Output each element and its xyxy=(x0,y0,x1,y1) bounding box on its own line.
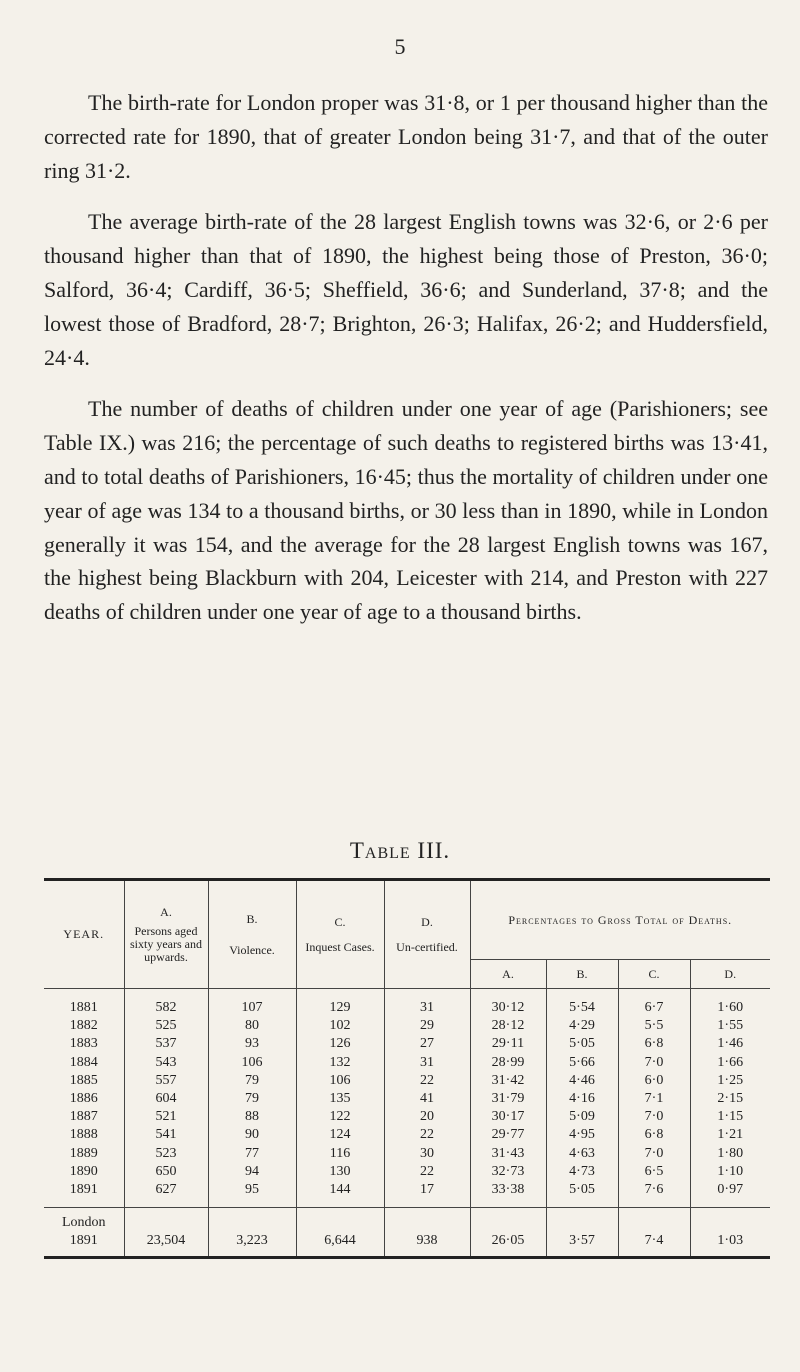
header-col-c xyxy=(296,880,384,989)
table-cell: 1·46 xyxy=(690,1035,770,1053)
table-row xyxy=(44,1017,770,1035)
header-col-d-label: Un-certified. xyxy=(396,939,458,954)
header-col-c-label: Inquest Cases. xyxy=(305,939,375,954)
table-cell: 132 xyxy=(296,1054,384,1072)
table-cell: 29·77 xyxy=(470,1126,546,1144)
header-col-a-label: Persons aged sixty years and upwards. xyxy=(130,923,202,964)
header-col-b xyxy=(208,880,296,989)
header-pct-b: B. xyxy=(546,960,618,989)
row-year: 1881 xyxy=(69,1000,98,1016)
table-cell: 3,223 xyxy=(208,1208,296,1258)
table-cell: 130 xyxy=(296,1163,384,1181)
table-cell: 6,644 xyxy=(296,1208,384,1258)
table-cell: 1·66 xyxy=(690,1054,770,1072)
table-cell: 29·11 xyxy=(470,1035,546,1053)
table-cell: 33·38 xyxy=(470,1181,546,1208)
table-cell: 22 xyxy=(384,1126,470,1144)
table-cell: 29 xyxy=(384,1017,470,1035)
table-cell: 106 xyxy=(296,1072,384,1090)
table-cell: 7·0 xyxy=(618,1145,690,1163)
table-cell: 26·05 xyxy=(470,1208,546,1258)
table-cell: 31·42 xyxy=(470,1072,546,1090)
paragraph-birth-rate-london: The birth-rate for London proper was 31·8, or 1 per thousand higher than the corrected rate for 1890, that of greater London being 31·7, and that of the outer ring 31·2. xyxy=(44,90,768,183)
table-cell: 7·0 xyxy=(618,1108,690,1126)
table-cell: 1·10 xyxy=(690,1163,770,1181)
paragraph-birth-rate-towns: The average birth-rate of the 28 largest English towns was 32·6, or 2·6 per thousand higher than that of 1890, the highest being those of Preston, 36·0; Salford, 36·4; Cardiff, 36·5; Sheffield, 36·6; and Sunderland, 37·8; and the lowest those of Bradford, 28·7; Brighton, 26·3; Halifax, 26·2; and Huddersfield, 24·4. xyxy=(44,209,768,370)
table-cell: 7·6 xyxy=(618,1181,690,1208)
body-text xyxy=(44,86,768,647)
row-year: 1885 xyxy=(69,1072,98,1088)
table-iii xyxy=(44,878,770,1259)
table-cell: 0·97 xyxy=(690,1181,770,1208)
table-cell: 3·57 xyxy=(546,1208,618,1258)
table-row xyxy=(44,1126,770,1144)
header-col-c-letter: C. xyxy=(334,914,346,929)
table-cell: 627 xyxy=(124,1181,208,1208)
london-label-line2: 1891 xyxy=(69,1233,98,1249)
table-cell: 4·63 xyxy=(546,1145,618,1163)
paragraph-infant-deaths: The number of deaths of children under one year of age (Parishioners; see Table IX.) was 216; the percentage of such deaths to registered births was 13·41, and to total deaths of Parishioners, 16·45; thus the mortality of children under one year of age was 134 to a thousand births, or 30 less than in 1890, while in London generally it was 154, and the average for the 28 largest English towns was 167, the highest being Blackburn with 204, Leicester with 214, and Preston with 227 deaths of children under one year of age to a thousand births. xyxy=(44,396,768,625)
table-cell: 22 xyxy=(384,1072,470,1090)
london-label xyxy=(44,1208,124,1258)
table-cell: 122 xyxy=(296,1108,384,1126)
table-cell: 80 xyxy=(208,1017,296,1035)
page-number: 5 xyxy=(394,34,406,59)
table-cell: 650 xyxy=(124,1163,208,1181)
table-cell: 30·12 xyxy=(470,989,546,1018)
table-cell: 30 xyxy=(384,1145,470,1163)
table-cell: 4·29 xyxy=(546,1017,618,1035)
row-year: 1891 xyxy=(69,1181,98,1197)
row-year: 1882 xyxy=(69,1018,98,1034)
table-cell: 582 xyxy=(124,989,208,1018)
table-row xyxy=(44,1163,770,1181)
table-cell: 7·0 xyxy=(618,1054,690,1072)
table-cell: 6·8 xyxy=(618,1126,690,1144)
table-cell: 5·05 xyxy=(546,1035,618,1053)
table-cell: 4·16 xyxy=(546,1090,618,1108)
header-col-a xyxy=(124,880,208,989)
table-cell: 94 xyxy=(208,1163,296,1181)
table-row xyxy=(44,1072,770,1090)
header-col-b-letter: B. xyxy=(246,911,258,926)
header-col-a-letter: A. xyxy=(160,904,172,919)
table-cell: 95 xyxy=(208,1181,296,1208)
table-cell: 7·4 xyxy=(618,1208,690,1258)
table-cell: 31 xyxy=(384,1054,470,1072)
table-row xyxy=(44,1054,770,1072)
table-cell: 88 xyxy=(208,1108,296,1126)
table-cell: 1·21 xyxy=(690,1126,770,1144)
row-year: 1887 xyxy=(69,1109,98,1125)
table-row xyxy=(44,1181,770,1208)
header-col-b-label: Violence. xyxy=(229,942,275,957)
table-cell: 1·60 xyxy=(690,989,770,1018)
table-cell: 4·73 xyxy=(546,1163,618,1181)
table-cell: 1·80 xyxy=(690,1145,770,1163)
table-cell: 537 xyxy=(124,1035,208,1053)
table-cell: 6·8 xyxy=(618,1035,690,1053)
table-cell: 5·5 xyxy=(618,1017,690,1035)
header-pct-c: C. xyxy=(618,960,690,989)
table-cell: 543 xyxy=(124,1054,208,1072)
table-cell: 1·15 xyxy=(690,1108,770,1126)
table-cell: 557 xyxy=(124,1072,208,1090)
row-year: 1884 xyxy=(69,1054,98,1070)
table-row xyxy=(44,989,770,1018)
table-row xyxy=(44,1145,770,1163)
table-cell: 124 xyxy=(296,1126,384,1144)
table-cell: 525 xyxy=(124,1017,208,1035)
table-body xyxy=(44,989,770,1208)
header-col-d-letter: D. xyxy=(421,914,433,929)
table-cell: 521 xyxy=(124,1108,208,1126)
table-title: Table III. xyxy=(349,838,451,863)
table-cell: 1·55 xyxy=(690,1017,770,1035)
table-row-london xyxy=(44,1208,770,1258)
table-cell: 144 xyxy=(296,1181,384,1208)
table-cell: 1·25 xyxy=(690,1072,770,1090)
table-cell: 5·54 xyxy=(546,989,618,1018)
table-cell: 5·66 xyxy=(546,1054,618,1072)
table-cell: 90 xyxy=(208,1126,296,1144)
table-cell: 541 xyxy=(124,1126,208,1144)
table-cell: 107 xyxy=(208,989,296,1018)
header-year: YEAR. xyxy=(44,880,124,989)
london-label-line1: London xyxy=(61,1215,106,1231)
table-cell: 135 xyxy=(296,1090,384,1108)
table-cell: 5·05 xyxy=(546,1181,618,1208)
table-cell: 523 xyxy=(124,1145,208,1163)
table-cell: 93 xyxy=(208,1035,296,1053)
table-cell: 6·7 xyxy=(618,989,690,1018)
table-cell: 31 xyxy=(384,989,470,1018)
table-cell: 77 xyxy=(208,1145,296,1163)
table-cell: 31·79 xyxy=(470,1090,546,1108)
header-col-d xyxy=(384,880,470,989)
table-cell: 22 xyxy=(384,1163,470,1181)
row-year: 1889 xyxy=(69,1145,98,1161)
table-cell: 5·09 xyxy=(546,1108,618,1126)
table-cell: 129 xyxy=(296,989,384,1018)
table-cell: 102 xyxy=(296,1017,384,1035)
table-row xyxy=(44,1035,770,1053)
table-cell: 116 xyxy=(296,1145,384,1163)
table-cell: 2·15 xyxy=(690,1090,770,1108)
table-cell: 6·0 xyxy=(618,1072,690,1090)
table-cell: 938 xyxy=(384,1208,470,1258)
table-cell: 28·99 xyxy=(470,1054,546,1072)
table-cell: 79 xyxy=(208,1072,296,1090)
table-cell: 4·95 xyxy=(546,1126,618,1144)
table-cell: 604 xyxy=(124,1090,208,1108)
table-cell: 23,504 xyxy=(124,1208,208,1258)
row-year: 1888 xyxy=(69,1127,98,1143)
table-row xyxy=(44,1090,770,1108)
table-cell: 1·03 xyxy=(690,1208,770,1258)
table-cell: 17 xyxy=(384,1181,470,1208)
header-percentages: Percentages to Gross Total of Deaths. xyxy=(470,880,770,960)
table-cell: 28·12 xyxy=(470,1017,546,1035)
table-cell: 106 xyxy=(208,1054,296,1072)
table-cell: 79 xyxy=(208,1090,296,1108)
table-cell: 20 xyxy=(384,1108,470,1126)
row-year: 1886 xyxy=(69,1091,98,1107)
table-cell: 126 xyxy=(296,1035,384,1053)
table-cell: 30·17 xyxy=(470,1108,546,1126)
table-cell: 27 xyxy=(384,1035,470,1053)
table-row xyxy=(44,1108,770,1126)
header-pct-a: A. xyxy=(470,960,546,989)
table-cell: 6·5 xyxy=(618,1163,690,1181)
table-cell: 41 xyxy=(384,1090,470,1108)
row-year: 1883 xyxy=(69,1036,98,1052)
table-cell: 32·73 xyxy=(470,1163,546,1181)
table-cell: 7·1 xyxy=(618,1090,690,1108)
table-cell: 31·43 xyxy=(470,1145,546,1163)
row-year: 1890 xyxy=(69,1163,98,1179)
table-cell: 4·46 xyxy=(546,1072,618,1090)
header-pct-d: D. xyxy=(690,960,770,989)
